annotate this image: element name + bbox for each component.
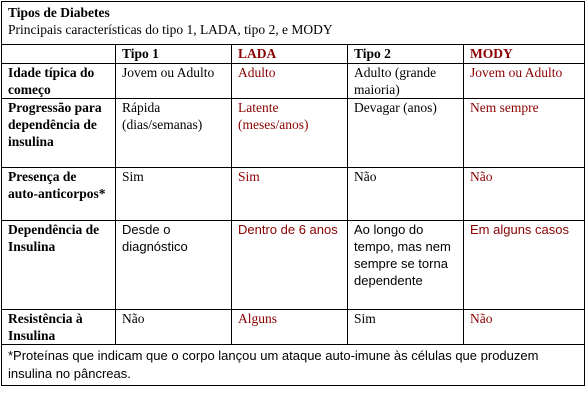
- table-cell: Alguns: [232, 310, 348, 345]
- document-subtitle: Principais características do tipo 1, LADA, tipo 2, e MODY: [8, 22, 333, 37]
- title-row: [2, 2, 585, 45]
- table-row-insulin-progression: [2, 99, 585, 168]
- table-row-autoantibodies: [2, 168, 585, 221]
- column-header-mody: MODY: [464, 45, 585, 64]
- footnote-row: [2, 345, 585, 386]
- table-cell: Adulto (grande maioria): [348, 64, 464, 99]
- column-header-tipo-1: Tipo 1: [116, 45, 232, 64]
- table-row-insulin-resistance: [2, 310, 585, 345]
- table-cell: Jovem ou Adulto: [116, 64, 232, 99]
- table-cell: Sim: [116, 168, 232, 221]
- table-row-typical-onset-age: [2, 64, 585, 99]
- table-cell: Não: [116, 310, 232, 345]
- table-cell: Devagar (anos): [348, 99, 464, 168]
- table-cell: Latente (meses/anos): [232, 99, 348, 168]
- diabetes-types-document: [1, 1, 584, 410]
- column-header-row: [2, 45, 585, 64]
- document-title: Tipos de Diabetes: [8, 5, 110, 20]
- column-header-lada: LADA: [232, 45, 348, 64]
- diabetes-comparison-table: [1, 1, 585, 386]
- footnote: *Proteínas que indicam que o corpo lançou um ataque auto-imune às células que produzem insulina no pâncreas.: [2, 345, 585, 386]
- table-row-insulin-dependence: [2, 221, 585, 310]
- row-header: Resistência à Insulina: [2, 310, 116, 345]
- row-header: Progressão para dependência de insulina: [2, 99, 116, 168]
- table-cell: Adulto: [232, 64, 348, 99]
- table-cell: Sim: [348, 310, 464, 345]
- row-header: Idade típica do começo: [2, 64, 116, 99]
- table-cell: Rápida (dias/semanas): [116, 99, 232, 168]
- table-cell: Não: [348, 168, 464, 221]
- column-header-tipo-2: Tipo 2: [348, 45, 464, 64]
- row-header: Presença de auto-anticorpos*: [2, 168, 116, 221]
- table-cell: Não: [464, 168, 585, 221]
- table-cell: Nem sempre: [464, 99, 585, 168]
- table-cell: Jovem ou Adulto: [464, 64, 585, 99]
- table-cell: Desde o diagnóstico: [116, 221, 232, 310]
- table-cell: Não: [464, 310, 585, 345]
- row-header: Dependência de Insulina: [2, 221, 116, 310]
- title-cell: [2, 2, 585, 45]
- corner-header-cell: [2, 45, 116, 64]
- table-cell: Dentro de 6 anos: [232, 221, 348, 310]
- table-cell: Em alguns casos: [464, 221, 585, 310]
- table-cell: Sim: [232, 168, 348, 221]
- table-cell: Ao longo do tempo, mas nem sempre se torna dependente: [348, 221, 464, 310]
